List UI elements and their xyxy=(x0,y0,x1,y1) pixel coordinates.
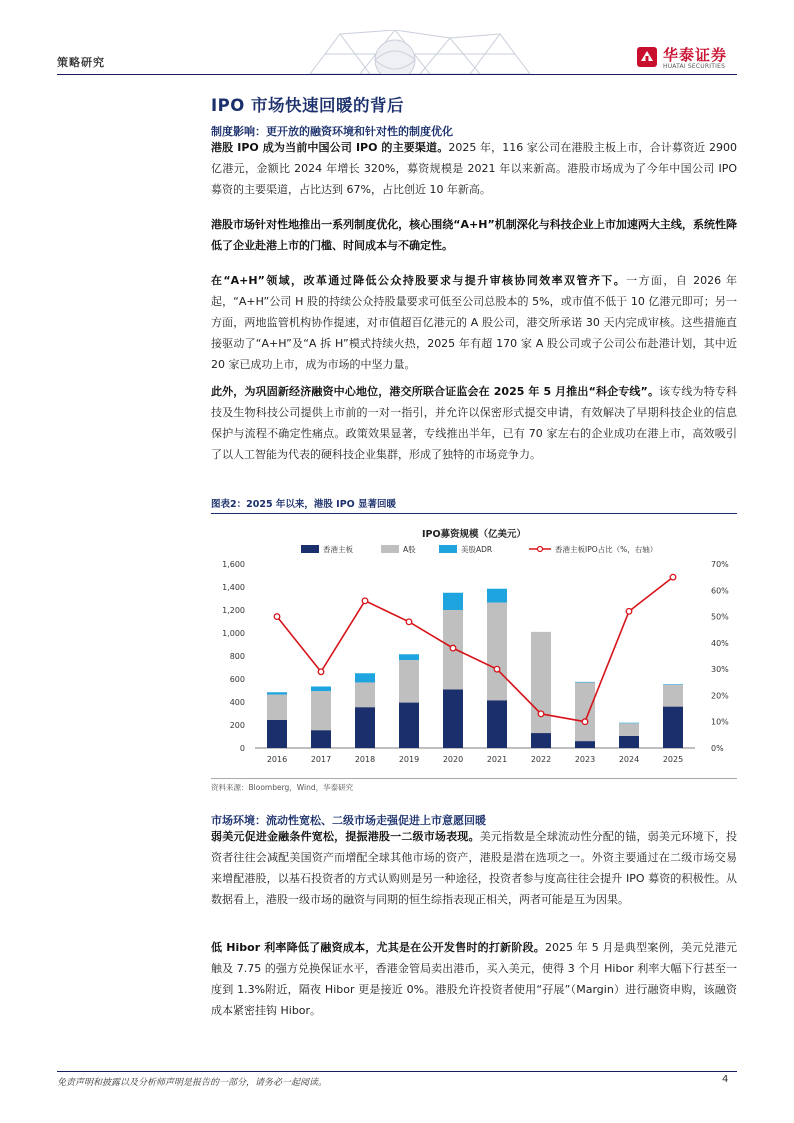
p2-lead: 港股市场针对性地推出一系列制度优化，核心围绕“A+H”机制深化与科技企业上市加速两大主线，系统性降低了企业赴港上市的门槛、时间成本与不确定性。 xyxy=(211,218,737,252)
figure-caption: 图表2：2025 年以来，港股 IPO 显著回暖 xyxy=(211,499,397,510)
p3-body: 一方面，自 2026 年起，“A+H”公司 H 股的持续公众持股量要求可低至公司总股本的 5%，或市值不低于 10 亿港元即可；另一方面，两地监管机构协作提速，对市值超百亿港元的 A 股公司，港交所承诺 30 天内完成审核。这些措施直接驱动了“A+H”及“A 拆 H”模式持续火热，2025 年有超 170 家 A 股公司或子公司公布赴港计划，其中近 20 家已成功上市，成为市场的中坚力量。 xyxy=(211,274,737,371)
y-right-tick-label: 50% xyxy=(711,612,729,622)
bar-segment-2018-0 xyxy=(355,707,375,748)
y-left-tick-label: 800 xyxy=(229,652,245,661)
p1-body: 2025 年，116 家公司在港股主板上市，合计募资近 2900 亿港元，金额比 2024 年增长 320%，募资规模是 2021 年以来新高。港股市场成为了今年中国公司 IPO 募资的主要渠道，占比达到 67%，占比创近 10 年新高。 xyxy=(211,141,737,196)
page-title: IPO 市场快速回暖的背后 xyxy=(211,96,405,115)
bar-segment-2024-1 xyxy=(619,723,639,736)
bar-segment-2023-2 xyxy=(575,682,595,683)
y-left-tick-label: 0 xyxy=(239,744,245,753)
bar-segment-2019-1 xyxy=(399,660,419,703)
section2-subheading: 市场环境：流动性宽松、二级市场走强促进上市意愿回暖 xyxy=(211,814,486,827)
chart-legend xyxy=(301,544,657,555)
x-tick-label: 2024 xyxy=(618,755,640,764)
y-right-tick-label: 20% xyxy=(711,691,729,701)
bar-segment-2021-2 xyxy=(487,589,507,603)
x-tick-label: 2016 xyxy=(266,755,288,764)
section2-paragraph-2 xyxy=(211,937,737,1021)
chart-line-series xyxy=(274,574,676,724)
line-point-2016 xyxy=(274,614,280,620)
x-tick-label: 2025 xyxy=(662,755,684,764)
line-point-2024 xyxy=(626,609,632,615)
y-left-tick-label: 200 xyxy=(229,721,245,730)
bar-segment-2020-2 xyxy=(443,593,463,610)
section1-paragraph-4 xyxy=(211,381,737,465)
figure-source: 资料来源：Bloomberg，Wind，华泰研究 xyxy=(211,783,354,792)
x-tick-label: 2018 xyxy=(354,755,376,764)
bar-segment-2016-0 xyxy=(267,720,287,748)
legend-swatch-1 xyxy=(381,545,399,553)
ipo-share-line xyxy=(277,577,673,722)
x-tick-label: 2021 xyxy=(486,755,508,764)
bar-segment-2022-0 xyxy=(531,733,551,748)
bar-segment-2020-0 xyxy=(443,689,463,748)
y-right-tick-label: 40% xyxy=(711,638,729,648)
y-left-tick-label: 1,600 xyxy=(222,560,245,569)
bar-segment-2017-2 xyxy=(311,686,331,691)
legend-label-1: A股 xyxy=(403,545,416,554)
legend-swatch-0 xyxy=(301,545,319,553)
x-tick-label: 2022 xyxy=(530,755,552,764)
y-right-tick-label: 60% xyxy=(711,586,729,596)
bar-segment-2023-0 xyxy=(575,741,595,748)
line-point-2020 xyxy=(450,645,456,651)
header-section-label: 策略研究 xyxy=(57,56,105,69)
line-point-2019 xyxy=(406,619,412,625)
bar-segment-2017-1 xyxy=(311,691,331,730)
section1-paragraph-2 xyxy=(211,214,737,256)
header-divider xyxy=(57,74,737,75)
s2-p2-body: 2025 年 5 月是典型案例，美元兑港元触及 7.75 的强方兑换保证水平，香港金管局卖出港币，买入美元，使得 3 个月 Hibor 利率大幅下行甚至一度到 1.3%附近，隔夜 Hibor 更是接近 0%。港股允许投资者使用“孖展”（Margin）进行融资申购，该融资成本紧密挂钩 Hibor。 xyxy=(211,941,737,1017)
s2-p1-body: 美元指数是全球流动性分配的锚，弱美元环境下，投资者往往会减配美国资产而增配全球其他市场的资产，港股是潜在选项之一。外资主要通过在二级市场交易来增配港股，以基石投资者的方式认购则是另一种途径，投资者参与度高往往会提升 IPO 募资的积极性。从数据看上，港股一级市场的融资与同期的恒生综指表现正相关，两者可能是互为因果。 xyxy=(211,830,738,906)
bar-segment-2019-0 xyxy=(399,703,419,748)
y-right-tick-label: 0% xyxy=(711,744,724,753)
chart-axes xyxy=(222,560,729,753)
y-left-tick-label: 1,200 xyxy=(222,606,245,615)
bar-segment-2021-0 xyxy=(487,700,507,748)
chart-x-tick-labels xyxy=(267,755,683,764)
line-point-2018 xyxy=(362,598,368,604)
bar-segment-2018-1 xyxy=(355,682,375,707)
y-left-tick-label: 1,000 xyxy=(222,629,245,638)
bar-segment-2025-2 xyxy=(663,684,683,685)
x-tick-label: 2019 xyxy=(398,755,420,764)
line-point-2017 xyxy=(318,669,324,675)
huatai-logo-icon xyxy=(636,46,658,68)
bar-segment-2019-2 xyxy=(399,654,419,660)
y-right-tick-label: 10% xyxy=(711,717,729,727)
x-tick-label: 2023 xyxy=(574,755,596,764)
page-number: 4 xyxy=(722,1074,729,1085)
x-tick-label: 2017 xyxy=(310,755,332,764)
bar-segment-2024-0 xyxy=(619,736,639,748)
section1-paragraph-3 xyxy=(211,270,737,375)
bar-segment-2016-2 xyxy=(267,692,287,694)
logo-chinese-name: 华泰证券 xyxy=(663,46,728,64)
bar-segment-2017-0 xyxy=(311,730,331,748)
chart-bars xyxy=(267,589,683,748)
bar-segment-2016-1 xyxy=(267,695,287,720)
ipo-fundraising-chart xyxy=(211,518,737,776)
legend-swatch-2 xyxy=(439,545,457,553)
huatai-logo xyxy=(636,44,738,72)
section2-paragraph-1 xyxy=(211,826,737,910)
chart-title: IPO募资规模（亿美元） xyxy=(421,529,527,540)
figure-top-rule xyxy=(211,513,737,514)
line-point-2023 xyxy=(582,719,588,725)
y-right-tick-label: 70% xyxy=(711,560,729,569)
y-left-tick-label: 1,400 xyxy=(222,583,245,592)
legend-marker-3 xyxy=(538,547,543,552)
y-left-tick-label: 400 xyxy=(229,698,245,707)
p4-body: 该专线为特专科技及生物科技公司提供上市前的一对一指引，并允许以保密形式提交申请，有效解决了早期科技企业的信息保护与流程不确定性痛点。政策效果显著，专线推出半年，已有 70 家左右的企业成功在港上市，高效吸引了以人工智能为代表的硬科技企业集群，形成了独特的市场竞争力。 xyxy=(211,385,738,461)
y-left-tick-label: 600 xyxy=(229,675,245,684)
logo-english-name: HUATAI SECURITIES xyxy=(663,63,726,70)
legend-label-2: 美股ADR xyxy=(461,545,493,554)
s2-p1-lead: 弱美元促进金融条件宽松，提振港股一二级市场表现。 xyxy=(211,830,480,843)
bar-segment-2022-1 xyxy=(531,632,551,733)
header-decoration-graphic xyxy=(300,30,540,74)
section1-subheading: 制度影响：更开放的融资环境和针对性的制度优化 xyxy=(211,125,453,138)
footer-disclaimer: 免责声明和披露以及分析师声明是报告的一部分，请务必一起阅读。 xyxy=(57,1078,328,1088)
p3-lead: 在“A+H”领域，改革通过降低公众持股要求与提升审核协同效率双管齐下。 xyxy=(211,274,627,287)
line-point-2025 xyxy=(670,574,676,580)
p4-lead: 此外，为巩固新经济融资中心地位，港交所联合证监会在 2025 年 5 月推出“科企专线”。 xyxy=(211,385,660,398)
bar-segment-2021-1 xyxy=(487,603,507,701)
p1-lead: 港股 IPO 成为当前中国公司 IPO 的主要渠道。 xyxy=(211,141,449,154)
y-right-tick-label: 30% xyxy=(711,665,729,675)
s2-p2-lead: 低 Hibor 利率降低了融资成本，尤其是在公开发售时的打新阶段。 xyxy=(211,941,546,954)
footer-divider xyxy=(57,1071,737,1072)
section1-paragraph-1 xyxy=(211,137,737,200)
line-point-2021 xyxy=(494,666,500,672)
line-point-2022 xyxy=(538,711,544,717)
legend-label-0: 香港主板 xyxy=(323,545,353,554)
bar-segment-2025-0 xyxy=(663,707,683,748)
bar-segment-2025-1 xyxy=(663,685,683,707)
x-tick-label: 2020 xyxy=(442,755,464,764)
bar-segment-2023-1 xyxy=(575,682,595,741)
legend-label-3: 香港主板IPO占比（%，右轴） xyxy=(555,545,658,554)
bar-segment-2018-2 xyxy=(355,673,375,682)
figure-bottom-rule xyxy=(211,778,737,779)
bar-segment-2024-2 xyxy=(619,723,639,724)
